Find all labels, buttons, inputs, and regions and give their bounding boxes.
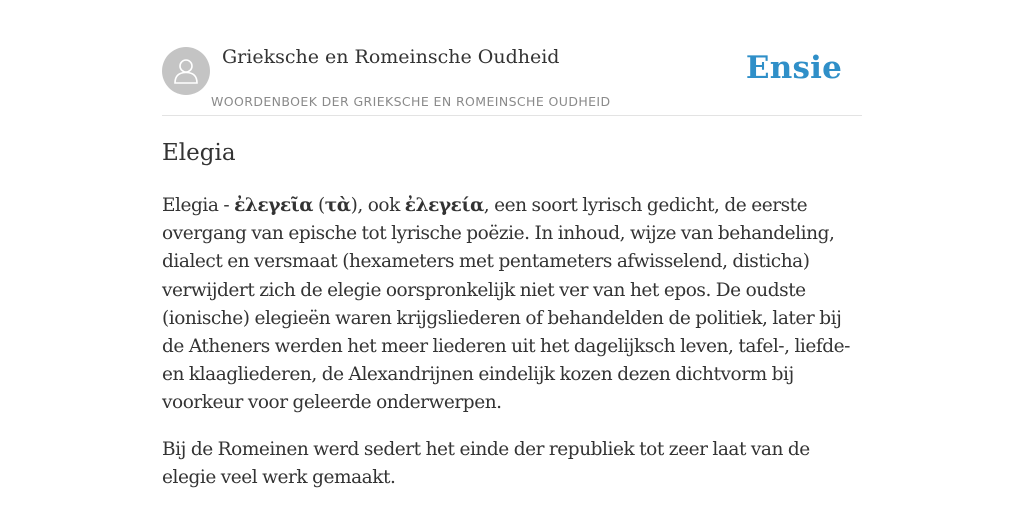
source-avatar[interactable] [162,47,210,95]
paragraph-text: Elegia - [162,195,235,216]
entry-paragraph: Bij de Romeinen werd sedert het einde der republiek tot zeer laat van de elegie veel werk gemaakt. [162,438,810,488]
entry-title: Elegia [162,140,236,166]
source-subtitle: WOORDENBOEK DER GRIEKSCHE EN ROMEINSCHE OUDHEID [211,94,611,109]
user-icon [173,57,199,85]
page [162,0,862,488]
entry-paragraph [162,192,862,418]
greek-term: τὰ [324,195,351,216]
paragraph-text: ), ook [350,195,405,216]
source-header [162,0,862,116]
greek-term: ἐλεγεῖα [234,195,314,216]
brand-logo[interactable]: Ensie [745,50,842,86]
entry-body [162,192,862,510]
source-title[interactable]: Grieksche en Romeinsche Oudheid [222,46,560,68]
paragraph-text: , een soort lyrisch gedicht, de eerste overgang van epische tot lyrische poëzie. In inhoud, wijze van behandeling, dialect en versmaat (hexameters met pentameters afwisselend, disticha) verwijdert zich de elegie oorspronkelijk niet ver van het epos. De oudste (ionische) elegieën waren krijgsliederen of behandelden de politiek, later bij de Atheners werden het meer liederen uit het dagelijksch leven, tafel-, liefde- en klaagliederen, de Alexandrijnen eindelijk kozen dezen dichtvorm bij voorkeur voor geleerde onderwerpen. [162,195,850,414]
greek-term: ἐλεγεία [404,195,484,216]
paragraph-text: ( [313,195,325,216]
